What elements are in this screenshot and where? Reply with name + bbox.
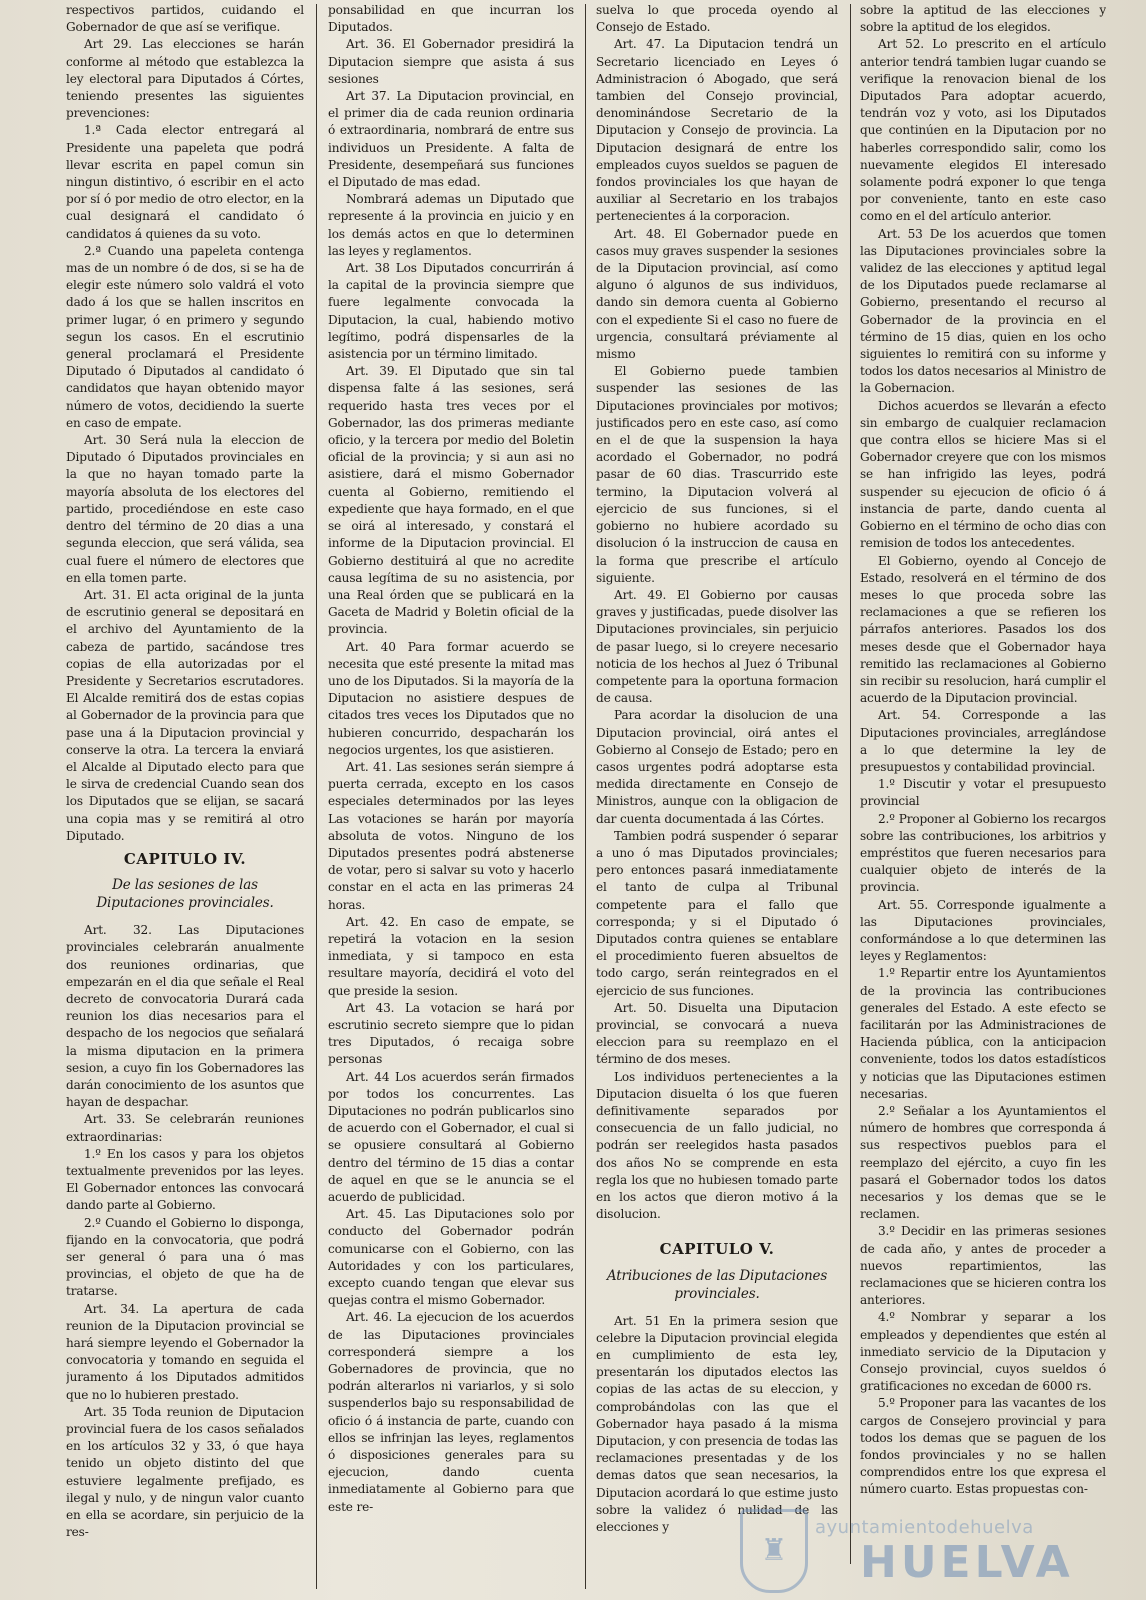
- paragraph: 1.º Discutir y votar el presupuesto provincial: [860, 777, 1106, 809]
- paragraph: Art. 32. Las Diputaciones provinciales celebrarán anualmente dos reuniones ordinarias, que empezarán en el dia que señale el Real decreto de convocatoria Durará cada reunion los dias necesarios para el despacho de los negocios que señalará la misma diputacion en la primera sesion, a cuyo fin los Gobernadores las darán conocimiento de los asuntos que hayan de despachar.: [66, 923, 304, 1110]
- paragraph: Art. 55. Corresponde igualmente a las Diputaciones provinciales, conformándose a lo que determinen las leyes y Reglamentos:: [860, 897, 1106, 964]
- column-rule: [585, 4, 586, 1589]
- paragraph: Art. 51 En la primera sesion que celebre la Diputacion provincial elegida en cumplimiento de esta ley, presentarán los diputados electos las copias de las actas de su eleccion, y comprobándolas con las que el Gobernador haya pasado á la misma Diputacion, y con presencia de todas las reclamaciones presentadas y de los demas datos que sean necesarios, la Diputacion acordará lo que estime justo sobre la validez ó nulidad de las elecciones y: [596, 1313, 838, 1535]
- chapter-subtitle: Atribuciones de las Diputaciones provinciales.: [606, 1267, 828, 1302]
- paragraph: Art. 49. El Gobierno por causas graves y justificadas, puede disolver las Diputaciones provinciales, sin perjuicio de pasar luego, si lo creyere necesario noticia de los hechos al Juez ó Tribunal competente para la oportuna formacion de causa.: [596, 587, 838, 706]
- chapter-heading: CAPITULO IV.: [123, 849, 247, 868]
- paragraph: Art. 31. El acta original de la junta de escrutinio general se depositará en el archivo del Ayuntamiento de la cabeza de partido, sacándose tres copias de ella autorizadas por el Presidente y Secretarios escrutadores. El Alcalde remitirá dos de estas copias al Gobernador de la provincia para que pase una á la Diputacion provincial y conserve la otra. La tercera la enviará el Alcalde al Diputado electo para que le sirva de credencial Cuando sean dos los Diputados que se elijan, se sacará una copia mas y se remitirá al otro Diputado.: [66, 587, 304, 843]
- paragraph: suelva lo que proceda oyendo al Consejo de Estado.: [596, 3, 838, 35]
- paragraph: Art. 41. Las sesiones serán siempre á puerta cerrada, excepto en los casos especiales determinados por las leyes Las votaciones se harán por mayoría absoluta de votos. Ninguno de los Diputados presentes podrá abstenerse de votar, pero si salvar su voto y hacerlo constar en el acta en las primeras 24 horas.: [328, 759, 574, 912]
- paragraph: Art. 34. La apertura de cada reunion de la Diputacion provincial se hará siempre leyendo el Gobernador la convocatoria y tomando en seguida el juramento á los Diputados admitidos que no lo hubieren prestado.: [66, 1301, 304, 1402]
- column-rule: [850, 4, 851, 1564]
- paragraph: Art 52. Lo prescrito en el artículo anterior tendrá tambien lugar cuando se verifique la renovacion bienal de los Diputados Para adoptar acuerdo, tendrán voz y voto, asi los Diputados que continúen en la Diputacion por no haberles correspondido salir, como los nuevamente elegidos El interesado solamente podrá exponer lo que tenga por conveniente, tanto en este caso como en el del artículo anterior.: [860, 37, 1106, 224]
- paragraph: Art. 53 De los acuerdos que tomen las Diputaciones provinciales sobre la validez de las elecciones y aptitud legal de los Diputados puede reclamarse al Gobierno, presentando el recurso al Gobernador de la provincia en el término de 15 dias, quien en los ocho siguientes lo remitirá con su informe y todos los datos necesarios al Ministro de la Gobernacion.: [860, 226, 1106, 396]
- paragraph: Art. 36. El Gobernador presidirá la Diputacion siempre que asista á sus sesiones: [328, 37, 574, 86]
- paragraph: 1.º En los casos y para los objetos textualmente prevenidos por las leyes. El Gobernador entonces las convocará dando parte al Gobierno.: [66, 1146, 304, 1213]
- paragraph: Art. 54. Corresponde a las Diputaciones provinciales, arreglándose a lo que determine la ley de presupuestos y contabilidad provincial.: [860, 708, 1106, 774]
- paragraph: El Gobierno puede tambien suspender las sesiones de las Diputaciones provinciales por motivos; justificados pero en este caso, así como en el de que la suspension la haya acordado el Gobernador, no podrá pasar de 60 dias. Trascurrido este termino, la Diputacion volverá al ejercicio de sus funciones, si el gobierno no hubiere acordado su disolucion ó la instruccion de causa en la forma que prescribe el artículo siguiente.: [596, 364, 838, 585]
- paragraph: sobre la aptitud de las elecciones y sobre la aptitud de los elegidos.: [860, 3, 1106, 35]
- watermark-url: ayuntamientodehuelva: [815, 1517, 1034, 1538]
- paragraph: Nombrará ademas un Diputado que represente á la provincia en juicio y en los demás actos en que lo determinen las leyes y reglamentos.: [328, 192, 574, 258]
- paragraph: Art. 39. El Diputado que sin tal dispensa falte á las sesiones, será requerido hasta tres veces por el Gobernador, las dos primeras mediante oficio, y la tercera por medio del Boletin oficial de la provincia; y si aun asi no asistiere, dará el mismo Gobernador cuenta al Gobierno, remitiendo el expediente que haya formado, en el que se oirá al interesado, y constará el informe de la Diputacion provincial. El Gobierno destituirá al que no acredite causa legítima de su no asistencia, por una Real órden que se publicará en la Gaceta de Madrid y Boletin oficial de la provincia.: [328, 364, 574, 637]
- paragraph: 1.ª Cada elector entregará al Presidente una papeleta que podrá llevar escrita en papel comun sin ningun distintivo, ó escribir en el acto por sí ó por medio de otro elector, en la cual designará el candidato ó candidatos á quienes da su voto.: [66, 123, 304, 241]
- paragraph: 4.º Nombrar y separar a los empleados y dependientes que estén al inmediato servicio de la Diputacion y Consejo provincial, cuyos sueldos ó gratificaciones no excedan de 6000 rs.: [860, 1310, 1106, 1394]
- paragraph: Art. 38 Los Diputados concurrirán á la capital de la provincia siempre que fuere legalmente convocada la Diputacion, la cual, habiendo motivo legítimo, podrá dispensarles de la asistencia por un término limitado.: [328, 261, 574, 362]
- paragraph: El Gobierno, oyendo al Concejo de Estado, resolverá en el término de dos meses lo que proceda sobre las reclamaciones a que se refieren los párrafos anteriores. Pasados los dos meses desde que el Gobernador haya remitido las reclamaciones al Gobierno sin recibir su resolucion, hará cumplir el acuerdo de la Diputacion provincial.: [860, 553, 1106, 706]
- column-rule: [316, 4, 317, 1589]
- paragraph: Art. 48. El Gobernador puede en casos muy graves suspender la sesiones de la Diputacion provincial, así como alguno ó algunos de sus individuos, dando sin demora cuenta al Gobierno con el expediente Si el caso no fuere de urgencia, consultará préviamente al mismo: [596, 226, 838, 362]
- shield-icon: ♜: [740, 1509, 808, 1593]
- paragraph: 3.º Decidir en las primeras sesiones de cada año, y antes de proceder a nuevos repartimientos, las reclamaciones que se hicieren contra los anteriores.: [860, 1224, 1106, 1308]
- paragraph: Art. 35 Toda reunion de Diputacion provincial fuera de los casos señalados en los artículos 32 y 33, ó que haya tenido un objeto distinto del que estuviere legalmente prefijado, es ilegal y nulo, y de ningun valor cuanto en ella se acordare, sin perjuicio de la res-: [66, 1404, 304, 1540]
- paragraph: Art. 42. En caso de empate, se repetirá la votacion en la sesion inmediata, y si tampoco en esta resultare mayoría, decidirá el voto del que preside la sesion.: [328, 914, 574, 998]
- paragraph: Tambien podrá suspender ó separar a uno ó mas Diputados provinciales; pero entonces pasará inmediatamente el tanto de culpa al Tribunal competente para el fallo que corresponda; y si el Diputado ó Diputados contra quienes se entablare el procedimiento fueren absueltos de todo cargo, serán reintegrados en el ejercicio de sus funciones.: [596, 828, 838, 998]
- column-2: [328, 2, 574, 1592]
- paragraph: Art. 33. Se celebrarán reuniones extraordinarias:: [66, 1112, 304, 1144]
- paragraph: 5.º Proponer para las vacantes de los cargos de Consejero provincial y para todos los demas que se paguen de los fondos provinciales y no se hallen comprendidos entre los que expresa el número cuarto. Estas propuestas con-: [860, 1396, 1106, 1497]
- paragraph: Dichos acuerdos se llevarán a efecto sin embargo de cualquier reclamacion que contra ellos se hiciere Mas si el Gobernador creyere que con los mismos se han infrigido las leyes, podrá suspender su ejecucion de oficio ó á instancia de parte, dando cuenta al Gobierno en el término de ocho dias con remision de todos los antecedentes.: [860, 398, 1106, 551]
- column-4: [860, 2, 1106, 1592]
- chapter-subtitle: De las sesiones de las Diputaciones provinciales.: [96, 877, 274, 912]
- column-1: [66, 2, 304, 1592]
- paragraph: Art 37. La Diputacion provincial, en el primer dia de cada reunion ordinaria ó extraordinaria, nombrará de entre sus individuos un Presidente. A falta de Presidente, desempeñará sus funciones el Diputado de mas edad.: [328, 89, 574, 190]
- archive-watermark: [740, 1505, 1140, 1600]
- paragraph: Art. 47. La Diputacion tendrá un Secretario licenciado en Leyes ó Administracion ó Abogado, que será tambien del Consejo provincial, denominándose Secretario de la Diputacion y Consejo de provincia. La Diputacion designará de entre los empleados cuyos sueldos se paguen de fondos provinciales los que hayan de auxiliar al Secretario en los trabajos pertenecientes á la corporacion.: [596, 37, 838, 224]
- paragraph: Art 43. La votacion se hará por escrutinio secreto siempre que lo pidan tres Diputados, ó recaiga sobre personas: [328, 1000, 574, 1067]
- paragraph: 2.º Cuando el Gobierno lo disponga, fijando en la convocatoria, que podrá ser general ó para una ó mas provincias, el objeto de que ha de tratarse.: [66, 1215, 304, 1299]
- paragraph: Art. 44 Los acuerdos serán firmados por todos los concurrentes. Las Diputaciones no podrán publicarlos sino de acuerdo con el Gobernador, el cual si se opusiere consultará al Gobierno dentro del término de 15 dias a contar de aquel en que se le anuncia se el acuerdo de publicidad.: [328, 1069, 574, 1205]
- paragraph: 2.º Proponer al Gobierno los recargos sobre las contribuciones, los arbitrios y empréstitos que fueren necesarios para cualquier objeto de interés de la provincia.: [860, 811, 1106, 895]
- paragraph: Art. 40 Para formar acuerdo se necesita que esté presente la mitad mas uno de los Diputados. Si la mayoría de la Diputacion no asistiere despues de citados tres veces los Diputados que no hubieren concurrido, despacharán los negocios urgentes, los que asistieren.: [328, 639, 574, 757]
- paragraph: Art. 30 Será nula la eleccion de Diputado ó Diputados provinciales en la que no hayan tomado parte la mayoría absoluta de los electores del partido, procediéndose en este caso dentro del término de 20 dias a una segunda eleccion, que será válida, sea cual fuere el número de electores que en ella tomen parte.: [66, 433, 304, 585]
- paragraph: 2.º Señalar a los Ayuntamientos el número de hombres que corresponda á sus respectivos pueblos para el reemplazo del ejército, a cuyo fin les pasará el Gobernador todos los datos necesarios y los demas que se le reclamen.: [860, 1104, 1106, 1222]
- paragraph: 1.º Repartir entre los Ayuntamientos de la provincia las contribuciones generales del Estado. A este efecto se facilitarán por las Administraciones de Hacienda pública, con la anticipacion conveniente, todos los datos estadísticos y noticias que las Diputaciones estimen necesarias.: [860, 966, 1106, 1101]
- paragraph: ponsabilidad en que incurran los Diputados.: [328, 3, 574, 35]
- paragraph: Art. 46. La ejecucion de los acuerdos de las Diputaciones provinciales corresponderá siempre a los Gobernadores de provincia, que no podrán alterarlos ni variarlos, y si solo suspenderlos bajo su responsabilidad de oficio ó á instancia de parte, cuando con ellos se infrinjan las leyes, reglamentos ó disposiciones generales para su ejecucion, dando cuenta inmediatamente al Gobierno para que este re-: [328, 1310, 574, 1514]
- watermark-title: HUELVA: [860, 1537, 1074, 1588]
- paragraph: Los individuos pertenecientes a la Diputacion disuelta ó los que fueren definitivamente separados por consecuencia de un fallo judicial, no podrán ser reelegidos hasta pasados dos años No se comprende en esta regla los que no hubiesen tomado parte en los actos que dieron motivo á la disolucion.: [596, 1069, 838, 1222]
- chapter-heading: CAPITULO V.: [659, 1240, 775, 1259]
- paragraph: Para acordar la disolucion de una Diputacion provincial, oirá antes el Gobierno al Consejo de Estado; pero en casos urgentes podrá adoptarse esta medida directamente en Consejo de Ministros, aunque con la obligacion de dar cuenta documentada á las Córtes.: [596, 708, 838, 826]
- paragraph: Art. 50. Disuelta una Diputacion provincial, se convocará a nueva eleccion para su reemplazo en el término de dos meses.: [596, 1000, 838, 1067]
- column-3: [596, 2, 838, 1592]
- paragraph: respectivos partidos, cuidando el Gobernador de que así se verifique.: [66, 3, 304, 35]
- paragraph: Art 29. Las elecciones se harán conforme al método que establezca la ley electoral para Diputados á Córtes, teniendo presentes las siguientes prevenciones:: [66, 37, 304, 121]
- paragraph: Art. 45. Las Diputaciones solo por conducto del Gobernador podrán comunicarse con el Gobierno, con las Autoridades y con los particulares, excepto cuando tengan que elevar sus quejas contra el mismo Gobernador.: [328, 1207, 574, 1308]
- paragraph: 2.ª Cuando una papeleta contenga mas de un nombre ó de dos, si se ha de elegir este número solo valdrá el voto dado á los que se hallen inscritos en primer lugar, ó en primero y segundo segun los casos. En el escrutinio general proclamará el Presidente Diputado ó Diputados al candidato ó candidatos que hayan obtenido mayor número de votos, decidiendo la suerte en caso de empate.: [66, 243, 304, 430]
